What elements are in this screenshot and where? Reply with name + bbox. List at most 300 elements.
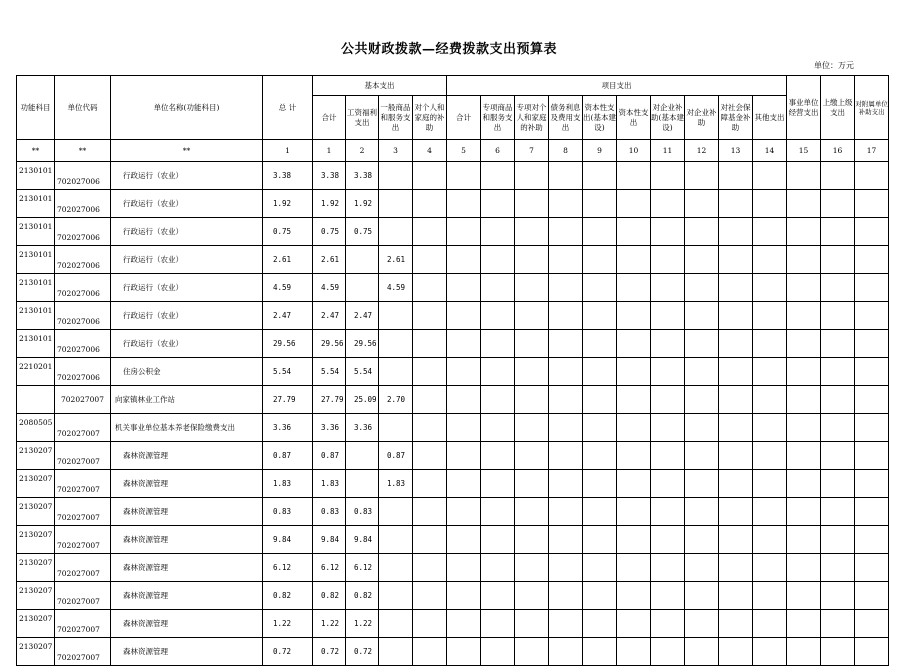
empty-cell — [617, 218, 651, 246]
empty-cell — [481, 246, 515, 274]
goods-cell — [379, 610, 413, 638]
empty-cell — [685, 582, 719, 610]
empty-cell — [685, 302, 719, 330]
empty-cell — [617, 246, 651, 274]
empty-cell — [583, 274, 617, 302]
empty-cell — [787, 526, 821, 554]
empty-cell — [481, 554, 515, 582]
empty-cell — [549, 638, 583, 666]
empty-cell — [719, 218, 753, 246]
basic-sum-cell: 27.79 — [313, 386, 346, 414]
empty-cell — [651, 582, 685, 610]
empty-cell — [685, 498, 719, 526]
basic-sum-cell: 3.38 — [313, 162, 346, 190]
empty-cell — [617, 498, 651, 526]
empty-cell — [753, 162, 787, 190]
unit-name-cell: 森林资源管理 — [111, 526, 263, 554]
unit-name-cell: 行政运行（农业） — [111, 218, 263, 246]
empty-cell — [617, 330, 651, 358]
empty-cell — [651, 274, 685, 302]
salary-cell — [346, 470, 379, 498]
unit-code-cell: 702027006 — [55, 246, 111, 274]
empty-cell — [583, 554, 617, 582]
unit-code-cell: 702027007 — [55, 442, 111, 470]
empty-cell — [651, 302, 685, 330]
unit-name-cell: 森林资源管理 — [111, 470, 263, 498]
total-cell: 1.22 — [263, 610, 313, 638]
empty-cell — [549, 358, 583, 386]
func-code-cell: 2130101 — [17, 330, 55, 358]
empty-cell — [787, 414, 821, 442]
goods-cell — [379, 554, 413, 582]
unit-name-cell: 行政运行（农业） — [111, 302, 263, 330]
empty-cell — [753, 554, 787, 582]
goods-cell — [379, 414, 413, 442]
empty-cell — [719, 358, 753, 386]
empty-cell — [855, 470, 889, 498]
table-row — [17, 610, 889, 638]
empty-cell — [515, 190, 549, 218]
empty-cell — [651, 162, 685, 190]
empty-cell — [617, 442, 651, 470]
empty-cell — [855, 414, 889, 442]
goods-cell: 0.87 — [379, 442, 413, 470]
salary-cell — [346, 274, 379, 302]
table-row — [17, 638, 889, 666]
func-code-cell: 2130101 — [17, 218, 55, 246]
basic-sum-cell: 0.82 — [313, 582, 346, 610]
empty-cell — [651, 218, 685, 246]
basic-sum-cell: 1.92 — [313, 190, 346, 218]
empty-cell — [855, 358, 889, 386]
empty-cell — [447, 190, 481, 218]
empty-cell — [583, 190, 617, 218]
empty-cell — [685, 190, 719, 218]
header-personal: 对个人和家庭的补助 — [413, 96, 447, 140]
salary-cell: 3.38 — [346, 162, 379, 190]
table-row — [17, 358, 889, 386]
empty-cell — [447, 330, 481, 358]
empty-cell — [855, 330, 889, 358]
column-number: 6 — [481, 140, 515, 162]
empty-cell — [821, 526, 855, 554]
empty-cell — [855, 526, 889, 554]
total-cell: 4.59 — [263, 274, 313, 302]
goods-cell — [379, 358, 413, 386]
empty-cell — [855, 218, 889, 246]
empty-cell — [685, 414, 719, 442]
empty-cell — [549, 302, 583, 330]
empty-cell — [753, 470, 787, 498]
func-code-cell: 2130207 — [17, 610, 55, 638]
empty-cell — [447, 610, 481, 638]
func-code-cell: 2130101 — [17, 302, 55, 330]
goods-cell: 1.83 — [379, 470, 413, 498]
empty-cell — [549, 470, 583, 498]
empty-cell — [549, 582, 583, 610]
empty-cell — [447, 638, 481, 666]
empty-cell — [753, 190, 787, 218]
total-cell: 29.56 — [263, 330, 313, 358]
basic-sum-cell: 4.59 — [313, 274, 346, 302]
empty-cell — [753, 274, 787, 302]
empty-cell — [787, 330, 821, 358]
unit-name-cell: 行政运行（农业） — [111, 246, 263, 274]
func-code-cell: 2130101 — [17, 162, 55, 190]
empty-cell — [753, 498, 787, 526]
empty-cell — [719, 302, 753, 330]
empty-cell — [685, 638, 719, 666]
unit-name-cell: 森林资源管理 — [111, 442, 263, 470]
empty-cell — [651, 638, 685, 666]
empty-cell — [617, 386, 651, 414]
goods-cell — [379, 582, 413, 610]
empty-cell — [481, 162, 515, 190]
column-number: 15 — [787, 140, 821, 162]
empty-cell — [515, 218, 549, 246]
column-number: ** — [17, 140, 55, 162]
unit-name-cell: 行政运行（农业） — [111, 162, 263, 190]
empty-cell — [583, 610, 617, 638]
empty-cell — [787, 554, 821, 582]
empty-cell — [719, 470, 753, 498]
empty-cell — [549, 162, 583, 190]
empty-cell — [787, 358, 821, 386]
empty-cell — [413, 386, 447, 414]
empty-cell — [719, 610, 753, 638]
unit-name-cell: 森林资源管理 — [111, 582, 263, 610]
column-number: 5 — [447, 140, 481, 162]
table-row — [17, 162, 889, 190]
func-code-cell: 2130101 — [17, 274, 55, 302]
unit-code-cell: 702027006 — [55, 218, 111, 246]
column-number: 14 — [753, 140, 787, 162]
empty-cell — [753, 526, 787, 554]
empty-cell — [651, 414, 685, 442]
column-number: 9 — [583, 140, 617, 162]
table-row — [17, 274, 889, 302]
unit-name-cell: 森林资源管理 — [111, 610, 263, 638]
empty-cell — [787, 610, 821, 638]
basic-sum-cell: 2.61 — [313, 246, 346, 274]
empty-cell — [855, 554, 889, 582]
table-row — [17, 554, 889, 582]
basic-sum-cell: 0.87 — [313, 442, 346, 470]
total-cell: 2.61 — [263, 246, 313, 274]
empty-cell — [583, 638, 617, 666]
header-total: 总 计 — [263, 76, 313, 140]
empty-cell — [413, 414, 447, 442]
salary-cell: 9.84 — [346, 526, 379, 554]
empty-cell — [447, 470, 481, 498]
header-basic-sum: 合计 — [313, 96, 346, 140]
empty-cell — [447, 582, 481, 610]
empty-cell — [617, 582, 651, 610]
column-number: 13 — [719, 140, 753, 162]
empty-cell — [413, 358, 447, 386]
header-unit-name: 单位名称(功能科目) — [111, 76, 263, 140]
empty-cell — [753, 386, 787, 414]
empty-cell — [583, 162, 617, 190]
unit-code-cell: 702027006 — [55, 274, 111, 302]
empty-cell — [821, 302, 855, 330]
empty-cell — [481, 274, 515, 302]
empty-cell — [515, 610, 549, 638]
empty-cell — [549, 190, 583, 218]
empty-cell — [617, 638, 651, 666]
empty-cell — [549, 386, 583, 414]
empty-cell — [787, 218, 821, 246]
column-number: 11 — [651, 140, 685, 162]
column-number: ** — [55, 140, 111, 162]
column-number: 7 — [515, 140, 549, 162]
header-salary: 工资福利支出 — [346, 96, 379, 140]
empty-cell — [821, 162, 855, 190]
empty-cell — [685, 386, 719, 414]
empty-cell — [719, 526, 753, 554]
empty-cell — [515, 638, 549, 666]
empty-cell — [481, 470, 515, 498]
func-code-cell: 2130207 — [17, 526, 55, 554]
unit-code-cell: 702027007 — [55, 554, 111, 582]
empty-cell — [821, 218, 855, 246]
empty-cell — [787, 190, 821, 218]
empty-cell — [481, 358, 515, 386]
empty-cell — [651, 386, 685, 414]
empty-cell — [821, 274, 855, 302]
salary-cell: 3.36 — [346, 414, 379, 442]
empty-cell — [515, 358, 549, 386]
empty-cell — [651, 442, 685, 470]
empty-cell — [719, 554, 753, 582]
column-number: 17 — [855, 140, 889, 162]
basic-sum-cell: 3.36 — [313, 414, 346, 442]
empty-cell — [515, 386, 549, 414]
unit-code-cell: 702027007 — [55, 526, 111, 554]
func-code-cell: 2210201 — [17, 358, 55, 386]
goods-cell: 2.61 — [379, 246, 413, 274]
empty-cell — [685, 526, 719, 554]
empty-cell — [515, 330, 549, 358]
empty-cell — [821, 554, 855, 582]
empty-cell — [753, 302, 787, 330]
header-other: 其他支出 — [753, 96, 787, 140]
empty-cell — [821, 498, 855, 526]
empty-cell — [583, 358, 617, 386]
empty-cell — [719, 190, 753, 218]
empty-cell — [787, 302, 821, 330]
empty-cell — [481, 498, 515, 526]
empty-cell — [481, 414, 515, 442]
empty-cell — [855, 302, 889, 330]
salary-cell: 29.56 — [346, 330, 379, 358]
total-cell: 3.38 — [263, 162, 313, 190]
empty-cell — [413, 302, 447, 330]
goods-cell: 4.59 — [379, 274, 413, 302]
table-row — [17, 302, 889, 330]
empty-cell — [413, 330, 447, 358]
column-number: 16 — [821, 140, 855, 162]
goods-cell — [379, 330, 413, 358]
func-code-cell: 2130207 — [17, 442, 55, 470]
empty-cell — [413, 638, 447, 666]
unit-label: 单位：万元 — [814, 61, 854, 70]
unit-code-cell: 702027006 — [55, 162, 111, 190]
empty-cell — [413, 190, 447, 218]
func-code-cell: 2080505 — [17, 414, 55, 442]
empty-cell — [787, 470, 821, 498]
header-row-1 — [17, 76, 889, 96]
table-row — [17, 190, 889, 218]
empty-cell — [583, 246, 617, 274]
func-code-cell: 2130207 — [17, 638, 55, 666]
column-number-row — [17, 140, 889, 162]
header-func-code: 功能科目 — [17, 76, 55, 140]
salary-cell: 2.47 — [346, 302, 379, 330]
unit-code-cell: 702027007 — [55, 498, 111, 526]
empty-cell — [685, 274, 719, 302]
header-ent: 对企业补助 — [685, 96, 719, 140]
empty-cell — [617, 470, 651, 498]
salary-cell: 0.75 — [346, 218, 379, 246]
empty-cell — [617, 554, 651, 582]
empty-cell — [617, 302, 651, 330]
empty-cell — [617, 190, 651, 218]
empty-cell — [855, 274, 889, 302]
empty-cell — [685, 218, 719, 246]
empty-cell — [651, 330, 685, 358]
func-code-cell: 2130207 — [17, 498, 55, 526]
salary-cell — [346, 246, 379, 274]
goods-cell — [379, 190, 413, 218]
empty-cell — [515, 442, 549, 470]
column-number: 4 — [413, 140, 447, 162]
empty-cell — [447, 526, 481, 554]
empty-cell — [651, 526, 685, 554]
empty-cell — [549, 610, 583, 638]
empty-cell — [685, 442, 719, 470]
empty-cell — [549, 246, 583, 274]
basic-sum-cell: 6.12 — [313, 554, 346, 582]
empty-cell — [515, 274, 549, 302]
goods-cell — [379, 526, 413, 554]
empty-cell — [685, 358, 719, 386]
total-cell: 0.72 — [263, 638, 313, 666]
unit-code-cell: 702027007 — [55, 414, 111, 442]
empty-cell — [787, 386, 821, 414]
table-row — [17, 442, 889, 470]
empty-cell — [787, 638, 821, 666]
total-cell: 2.47 — [263, 302, 313, 330]
header-social: 对社会保障基金补助 — [719, 96, 753, 140]
empty-cell — [821, 610, 855, 638]
empty-cell — [855, 582, 889, 610]
func-code-cell: 2130101 — [17, 190, 55, 218]
empty-cell — [651, 246, 685, 274]
unit-code-cell: 702027007 — [55, 610, 111, 638]
header-proj-personal: 专项对个人和家庭的补助 — [515, 96, 549, 140]
func-code-cell: 2130207 — [17, 554, 55, 582]
func-code-cell — [17, 386, 55, 414]
empty-cell — [787, 582, 821, 610]
empty-cell — [821, 358, 855, 386]
empty-cell — [515, 554, 549, 582]
empty-cell — [583, 526, 617, 554]
empty-cell — [413, 610, 447, 638]
empty-cell — [651, 610, 685, 638]
empty-cell — [719, 274, 753, 302]
empty-cell — [515, 414, 549, 442]
empty-cell — [821, 190, 855, 218]
empty-cell — [821, 638, 855, 666]
salary-cell: 0.83 — [346, 498, 379, 526]
column-number: ** — [111, 140, 263, 162]
empty-cell — [719, 498, 753, 526]
empty-cell — [821, 470, 855, 498]
empty-cell — [481, 442, 515, 470]
basic-sum-cell: 29.56 — [313, 330, 346, 358]
empty-cell — [617, 162, 651, 190]
header-debt: 债务利息及费用支出 — [549, 96, 583, 140]
empty-cell — [549, 526, 583, 554]
empty-cell — [413, 218, 447, 246]
unit-code-cell: 702027006 — [55, 358, 111, 386]
goods-cell — [379, 162, 413, 190]
empty-cell — [447, 358, 481, 386]
empty-cell — [855, 190, 889, 218]
empty-cell — [447, 302, 481, 330]
func-code-cell: 2130101 — [17, 246, 55, 274]
empty-cell — [481, 386, 515, 414]
basic-sum-cell: 5.54 — [313, 358, 346, 386]
empty-cell — [583, 582, 617, 610]
empty-cell — [685, 162, 719, 190]
empty-cell — [481, 526, 515, 554]
empty-cell — [719, 162, 753, 190]
empty-cell — [413, 554, 447, 582]
empty-cell — [753, 358, 787, 386]
column-number: 8 — [549, 140, 583, 162]
empty-cell — [753, 246, 787, 274]
empty-cell — [549, 218, 583, 246]
unit-code-cell: 702027006 — [55, 302, 111, 330]
table-row — [17, 582, 889, 610]
salary-cell: 0.72 — [346, 638, 379, 666]
salary-cell: 25.09 — [346, 386, 379, 414]
empty-cell — [685, 554, 719, 582]
empty-cell — [685, 330, 719, 358]
total-cell: 27.79 — [263, 386, 313, 414]
empty-cell — [413, 442, 447, 470]
salary-cell: 6.12 — [346, 554, 379, 582]
header-biz: 事业单位经营支出 — [787, 76, 821, 140]
unit-name-cell: 森林资源管理 — [111, 638, 263, 666]
empty-cell — [515, 246, 549, 274]
unit-name-cell: 向家镇林业工作站 — [111, 386, 263, 414]
header-sub: 对附属单位补助支出 — [855, 76, 889, 140]
total-cell: 6.12 — [263, 554, 313, 582]
column-number: 12 — [685, 140, 719, 162]
basic-sum-cell: 1.22 — [313, 610, 346, 638]
empty-cell — [651, 190, 685, 218]
empty-cell — [549, 498, 583, 526]
empty-cell — [855, 610, 889, 638]
goods-cell: 2.70 — [379, 386, 413, 414]
empty-cell — [481, 302, 515, 330]
header-upper: 上缴上级支出 — [821, 76, 855, 140]
empty-cell — [651, 358, 685, 386]
empty-cell — [515, 582, 549, 610]
